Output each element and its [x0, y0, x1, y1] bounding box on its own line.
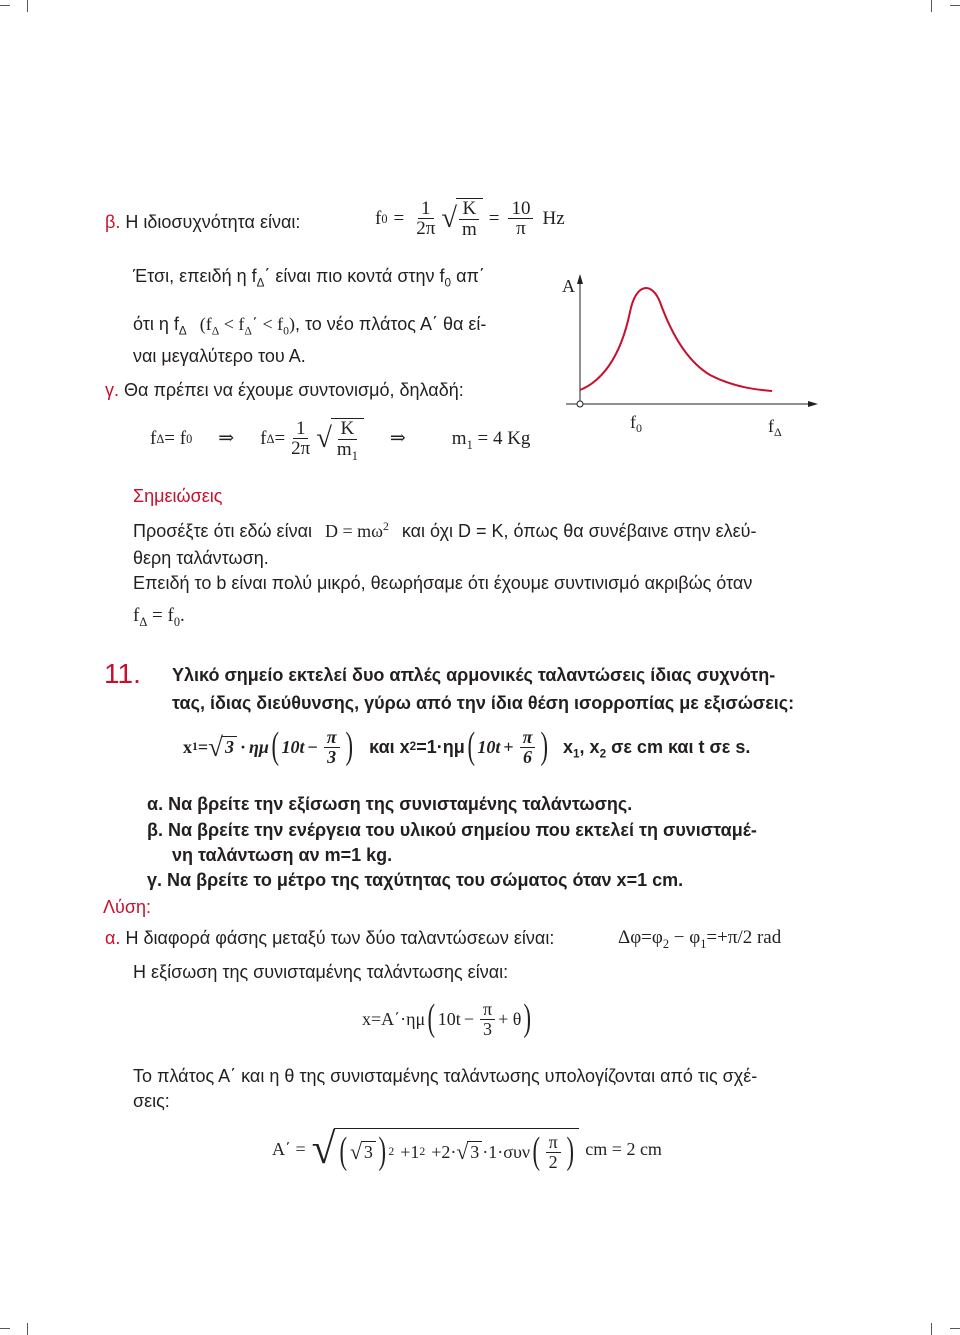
crop-mark — [950, 1328, 960, 1329]
solution-heading: Λύση: — [103, 897, 151, 917]
crop-mark — [931, 0, 932, 12]
crop-mark — [27, 0, 28, 12]
question-g: γ. Να βρείτε το μέτρο της ταχύτητας του σώματος όταν x=1 cm. — [147, 870, 684, 890]
crop-mark — [0, 1328, 10, 1329]
solution-line3: Το πλάτος Α΄ και η θ της συνισταμένης ταλάντωσης υπολογίζονται από τις σχέ- — [133, 1066, 758, 1086]
gamma-label: γ. — [105, 380, 120, 400]
crop-mark — [931, 1323, 932, 1335]
x-tick-label: $f_0$ — [630, 412, 642, 435]
etsi-line1: Έτσι, επειδή η $f_\Delta΄$ είναι πιο κοντά στην $f_0$ απ΄ — [133, 266, 485, 290]
gamma-formula: f Δ = f 0 ⇒ f Δ = $\frac{1}{2\pi}$ √ $\frac{K}{m_1}$ ⇒ $m_1 = 4$ Kg — [150, 417, 531, 463]
notes-heading: Σημειώσεις — [133, 486, 223, 506]
amplitude-formula: A΄ = √ ( √ 3 ) 2 +1 2 +2· √ 3 ·1·συν ( $\frac{\pi}{2}$ ) cm = 2 cm — [272, 1126, 662, 1174]
notes-line3: Επειδή το b είναι πολύ μικρό, θεωρήσαμε ότι έχουμε συντινισμό ακριβώς όταν — [133, 573, 753, 593]
etsi-line2: ότι η $f_\Delta$ $(f_\Delta < f_\Delta΄ < f_0)$, το νέο πλάτος Α΄ θα εί- — [133, 314, 487, 338]
gamma-text: Θα πρέπει να έχουμε συντονισμό, δηλαδή: — [124, 380, 464, 400]
beta-frac: $\frac{1}{2\pi}$ — [416, 197, 436, 240]
crop-mark — [0, 5, 10, 6]
problem-equations: x 1 = √ 3 · ημ ( 10t − $\frac{\pi}{3}$ ) και x 2 =1·ημ ( 10t + $\frac{\pi}{6}$ ) $x_1$, $x_2$ σε cm και t σε s. — [183, 725, 751, 768]
problem-number: 11. — [104, 658, 141, 689]
question-b-line1: β. Να βρείτε την ενέργεια του υλικού σημείου που εκτελεί τη συνισταμέ- — [147, 820, 757, 840]
phase-difference: $\Delta\varphi=\varphi_2 - \varphi_1=+\pi/2$ rad — [618, 927, 782, 951]
resonance-graph — [560, 272, 830, 468]
question-b-line2: νη ταλάντωση αν m=1 kg. — [172, 845, 393, 865]
x-axis-label: $f_\Delta$ — [768, 416, 782, 439]
resultant-equation: x=A΄·ημ ( 10t − $\frac{\pi}{3}$ + θ ) — [362, 997, 532, 1040]
beta-line — [105, 212, 300, 233]
etsi-line3: ναι μεγαλύτερο του Α. — [133, 346, 306, 366]
solution-line2: Η εξίσωση της συνισταμένης ταλάντωσης είναι: — [133, 962, 509, 982]
beta-text: Η ιδιοσυχνότητα είναι: — [125, 212, 301, 232]
resonance-curve — [580, 288, 772, 391]
solution-a-line: α. Η διαφορά φάσης μεταξύ των δύο ταλαντώσεων είναι: — [105, 928, 555, 948]
y-axis-arrow — [577, 274, 583, 284]
crop-mark — [27, 1323, 28, 1335]
notes-line4: $f_\Delta = f_0$. — [133, 605, 185, 629]
problem-line1: Υλικό σημείο εκτελεί δυο απλές αρμονικές ταλαντώσεις ίδιας συχνότη- — [172, 665, 776, 685]
question-a: α. Να βρείτε την εξίσωση της συνισταμένης ταλάντωσης. — [147, 794, 633, 814]
beta-formula: f 0 = $\frac{1}{2\pi}$ √ $\frac{K}{m}$ = $\frac{10}{\pi}$ Hz — [375, 197, 565, 240]
x-axis-arrow — [808, 401, 818, 407]
notes-line1: Προσέξτε ότι εδώ είναι $D = m\omega^2$ και όχι D = K, όπως θα συνέβαινε στην ελεύ- — [133, 520, 757, 541]
beta-sqrt: $\frac{K}{m}$ — [456, 198, 483, 240]
origin — [577, 401, 583, 407]
y-label: A — [562, 276, 575, 296]
notes-line2: θερη ταλάντωση. — [133, 548, 269, 568]
beta-label: β. — [105, 212, 121, 232]
gamma-line — [105, 380, 464, 401]
problem-line2: τας, ίδιας διεύθυνσης, γύρω από την ίδια θέση ισορροπίας με εξισώσεις: — [172, 693, 795, 713]
crop-mark — [950, 5, 960, 6]
solution-line4: σεις: — [133, 1091, 170, 1111]
